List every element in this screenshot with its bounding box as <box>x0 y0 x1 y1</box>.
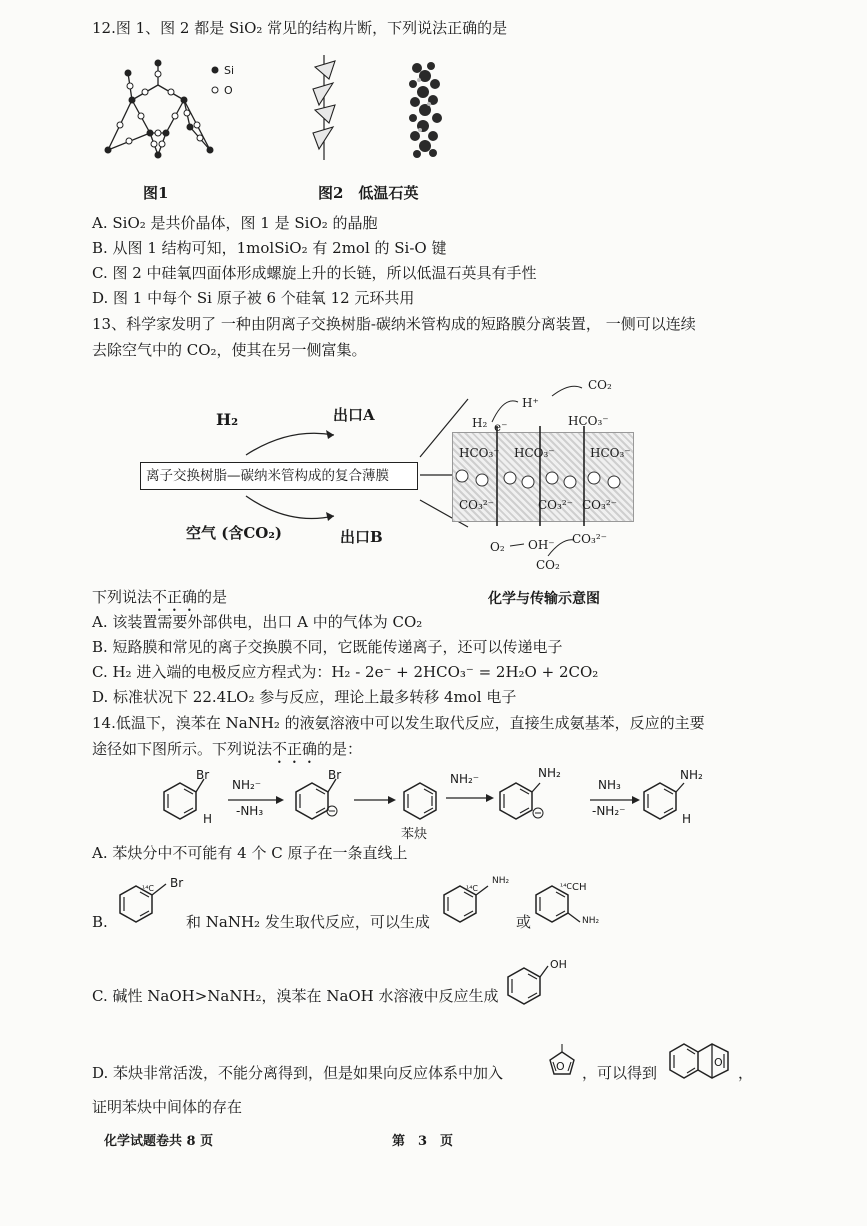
arrow1-byproduct: -NH₃ <box>236 804 264 818</box>
scheme-h-2: H <box>682 812 692 826</box>
opt-b-14c-2: ¹⁴C <box>466 884 478 893</box>
diag-hco3-2: HCO₃⁻ <box>514 446 555 460</box>
opt-b-br: Br <box>170 876 184 890</box>
q13-option-d: D. 标准状况下 22.4LO₂ 参与反应，理论上最多转移 4mol 电子 <box>92 688 517 706</box>
diag-co2-top-label: CO₂ <box>588 378 612 392</box>
diag-hplus-label: H⁺ <box>522 396 539 410</box>
q14-option-c-text: C. 碱性 NaOH>NaNH₂，溴苯在 NaOH 水溶液中反应生成 <box>92 987 499 1005</box>
q13-question-negation: 不正确 <box>152 588 198 606</box>
diag-h2-label: H₂ <box>472 416 488 430</box>
14c-bromobenzene-structure <box>116 878 166 928</box>
q13-question <box>92 587 227 615</box>
opt-b-14c-3: ¹⁴C <box>560 882 572 891</box>
diag-co3-2: CO₃²⁻ <box>538 498 573 512</box>
aryl-anion-structure <box>292 775 342 825</box>
q14-option-d-text1: D. 苯炔非常活泼，不能分离得到，但是如果向反应体系中加入 <box>92 1064 504 1082</box>
scheme-nh2-1: NH₂ <box>538 766 561 780</box>
opt-d-furan-o: O <box>556 1060 565 1073</box>
arrow4-byproduct: -NH₂⁻ <box>592 804 626 818</box>
q13-question-prefix: 下列说法 <box>92 588 153 606</box>
reaction-arrow-3 <box>446 794 494 802</box>
q14-option-b-label: B. <box>92 913 108 931</box>
q12-option-a: A. SiO₂ 是共价晶体，图 1 是 SiO₂ 的晶胞 <box>92 214 378 232</box>
phenol-structure <box>504 960 554 1010</box>
legend-si-label: Si <box>224 64 235 77</box>
outlet-a-label: 出口A <box>333 406 375 424</box>
footer-total-pages: 化学试题卷共 8 页 <box>104 1134 214 1149</box>
legend-o-label: O <box>224 84 233 97</box>
q14-stem-line2 <box>92 739 362 767</box>
amide-anion-structure <box>496 775 546 825</box>
h2-inlet-label: H₂ <box>216 410 239 429</box>
diag-hco3-1: HCO₃⁻ <box>459 446 500 460</box>
quartz-helix-figure-2 <box>305 55 345 160</box>
footer-page-number: 第 3 页 <box>392 1134 454 1149</box>
q14-stem-line1: 14.低温下，溴苯在 NaNH₂ 的液氨溶液中可以发生取代反应，直接生成氨基苯，反应的主要 <box>92 714 705 732</box>
q12-stem: 12.图 1、图 2 都是 SiO₂ 常见的结构片断，下列说法正确的是 <box>92 19 508 37</box>
benzyne-structure <box>400 775 450 825</box>
quartz-ball-model-figure <box>405 60 445 160</box>
fig1-caption: 图1 <box>143 184 169 202</box>
q14-stem-prefix: 途径如下图所示。下列说法 <box>92 740 273 758</box>
diag-co3-1: CO₃²⁻ <box>459 498 494 512</box>
q14-option-d-line2: 证明苯炔中间体的存在 <box>92 1098 243 1116</box>
opt-b-nh2-b: NH₂ <box>582 916 600 926</box>
outlet-b-label: 出口B <box>340 528 383 546</box>
q14-option-b-text: 和 NaNH₂ 发生取代反应，可以生成 <box>186 913 430 931</box>
scheme-h-1: H <box>203 812 213 826</box>
q14-stem-suffix: 的是： <box>317 740 363 758</box>
legend-o-circle-icon <box>211 86 219 94</box>
diag-o2-label: O₂ <box>490 540 505 554</box>
scheme-br-1: Br <box>196 768 210 782</box>
q13-option-a: A. 该装置需要外部供电，出口 A 中的气体为 CO₂ <box>92 613 423 631</box>
arrow4-reagent: NH₃ <box>598 778 621 792</box>
diag-co3-3: CO₃²⁻ <box>582 498 617 512</box>
q13-option-c: C. H₂ 进入端的电极反应方程式为：H₂ - 2e⁻ + 2HCO₃⁻ = 2H₂O + 2CO₂ <box>92 663 599 681</box>
diag-co3-bottom-label: CO₃²⁻ <box>572 532 607 546</box>
q14-stem-negation: 不正确 <box>272 740 318 758</box>
q12-option-c: C. 图 2 中硅氧四面体形成螺旋上升的长链，所以低温石英具有手性 <box>92 264 537 282</box>
q12-option-b: B. 从图 1 结构可知，1molSiO₂ 有 2mol 的 Si-O 键 <box>92 239 447 257</box>
diag-electron-label: e⁻ <box>494 420 508 434</box>
arrow3-reagent: NH₂⁻ <box>450 772 480 786</box>
upper-flow-arrow <box>244 425 344 460</box>
opt-b-ch: CH <box>572 882 587 893</box>
opt-b-14c-1: ¹⁴C <box>142 884 154 893</box>
oxabicyclic-adduct-structure <box>666 1038 738 1088</box>
opt-c-oh: OH <box>550 958 567 971</box>
benzyne-label: 苯炔 <box>401 827 428 842</box>
q13-option-b: B. 短路膜和常见的离子交换膜不同，它既能传递离子，还可以传递电子 <box>92 638 563 656</box>
diagram-caption: 化学与传输示意图 <box>488 591 600 607</box>
reaction-arrow-1 <box>228 796 284 804</box>
14c-aniline-structure <box>440 878 490 928</box>
q14-option-d-text2: ，可以得到 <box>582 1064 658 1082</box>
fig2-caption: 图2 低温石英 <box>318 184 419 202</box>
scheme-nh2-2: NH₂ <box>680 768 703 782</box>
air-inlet-label: 空气 (含CO₂) <box>186 524 282 542</box>
q14-option-d-comma: ， <box>738 1064 754 1082</box>
membrane-label: 离子交换树脂—碳纳米管构成的复合薄膜 <box>146 468 389 484</box>
scheme-br-2: Br <box>328 768 342 782</box>
opt-d-adduct-o: O <box>714 1056 723 1069</box>
diag-co2-bottom-label: CO₂ <box>536 558 560 572</box>
q13-stem-line2: 去除空气中的 CO₂，使其在另一侧富集。 <box>92 341 367 359</box>
reaction-arrow-4 <box>590 796 640 804</box>
diag-oh-label: OH⁻ <box>528 538 555 552</box>
legend-si-dot-icon <box>211 66 219 74</box>
q14-option-b-or: 或 <box>516 913 532 931</box>
diag-hco3-3: HCO₃⁻ <box>590 446 631 460</box>
arrow1-reagent: NH₂⁻ <box>232 778 262 792</box>
reaction-arrow-2 <box>354 796 396 804</box>
diag-hco3-top-label: HCO₃⁻ <box>568 414 609 428</box>
q13-question-suffix: 的是 <box>197 588 228 606</box>
q13-stem-line1: 13、科学家发明了 一种由阴离子交换树脂-碳纳米管构成的短路膜分离装置， 一侧可以连续 <box>92 315 696 333</box>
q12-option-d: D. 图 1 中每个 Si 原子被 6 个硅氧 12 元环共用 <box>92 289 415 307</box>
q14-option-a: A. 苯炔分中不可能有 4 个 C 原子在一条直线上 <box>92 844 408 862</box>
opt-b-nh2-a: NH₂ <box>492 876 510 886</box>
